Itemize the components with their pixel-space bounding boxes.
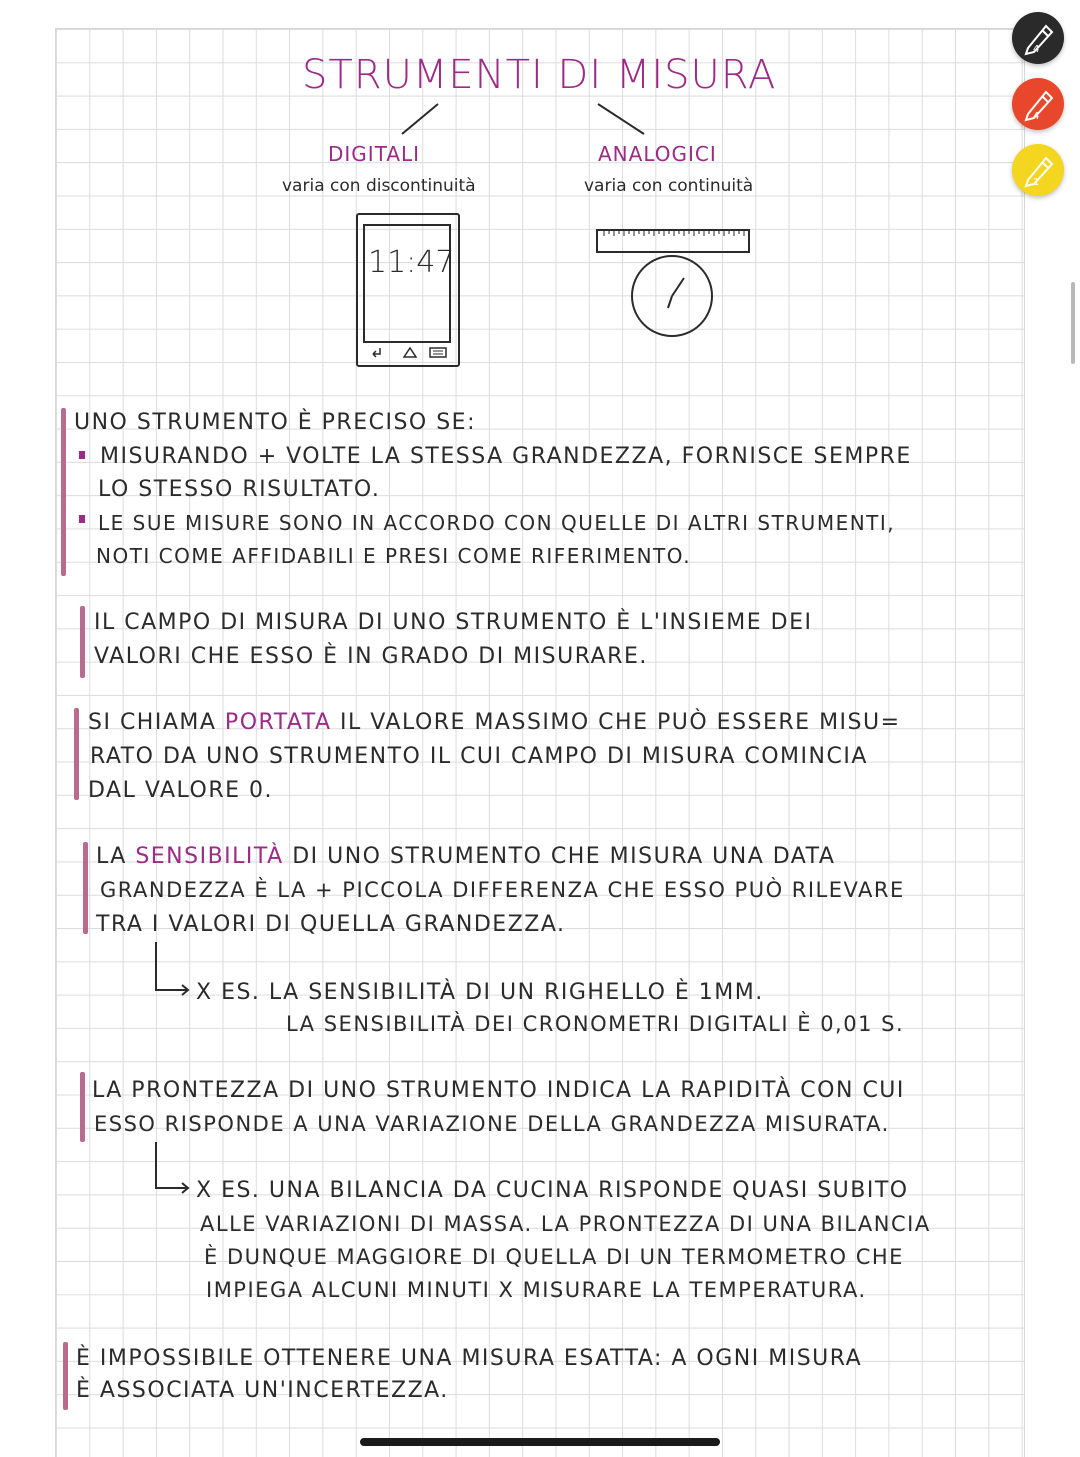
prontezza-line2: ESSO RISPONDE A UNA VARIAZIONE DELLA GRANDEZZA MISURATA.	[94, 1112, 890, 1136]
campo-line2: VALORI CHE ESSO È IN GRADO DI MISURARE.	[94, 644, 648, 669]
digital-desc: varia con discontinuità	[282, 176, 476, 196]
digital-label: DIGITALI	[328, 142, 421, 166]
preciso-intro: UNO STRUMENTO È PRECISO SE:	[74, 410, 476, 435]
sensibilita-example1: X ES. LA SENSIBILITÀ DI UN RIGHELLO È 1MM.	[196, 980, 764, 1005]
sensibilita-line2: GRANDEZZA È LA + PICCOLA DIFFERENZA CHE ESSO PUÒ RILEVARE	[100, 878, 905, 902]
portata-line1-pre: SI CHIAMA	[88, 710, 217, 735]
sensibilita-line1-pre: LA	[96, 844, 127, 869]
phone-nav-icons	[370, 345, 450, 361]
smartphone-drawing	[356, 213, 460, 367]
analog-label: ANALOGICI	[598, 142, 717, 166]
sensibilita-keyword: SENSIBILITÀ	[135, 844, 284, 869]
highlighter-yellow-badge: 1	[1033, 177, 1040, 188]
section-bar-campo	[80, 606, 85, 678]
prontezza-example2: ALLE VARIAZIONI DI MASSA. LA PRONTEZZA DI UNA BILANCIA	[200, 1212, 931, 1236]
section-bar-portata	[74, 708, 79, 800]
page-title: STRUMENTI DI MISURA	[302, 52, 777, 98]
ruler-clock-drawing	[594, 228, 754, 340]
arrow-icon	[150, 1140, 194, 1198]
portata-line1	[88, 706, 901, 739]
prontezza-line1: LA PRONTEZZA DI UNO STRUMENTO INDICA LA RAPIDITÀ CON CUI	[92, 1078, 905, 1103]
section-bar-incertezza	[63, 1342, 68, 1410]
sensibilita-line1-post: DI UNO STRUMENTO CHE MISURA UNA DATA	[292, 844, 836, 869]
portata-line2: RATO DA UNO STRUMENTO IL CUI CAMPO DI MISURA COMINCIA	[90, 744, 868, 769]
pen-icon	[1012, 78, 1064, 130]
bullet-1	[79, 451, 85, 459]
bullet-2	[79, 515, 85, 523]
pen-dark-badge: 4	[1033, 44, 1040, 55]
section-bar-preciso	[61, 408, 66, 576]
title-branches	[390, 100, 660, 140]
section-bar-sensibilita	[83, 842, 88, 934]
prontezza-example3: È DUNQUE MAGGIORE DI QUELLA DI UN TERMOMETRO CHE	[204, 1245, 904, 1269]
prontezza-example4: IMPIEGA ALCUNI MINUTI X MISURARE LA TEMPERATURA.	[206, 1278, 867, 1302]
portata-keyword: PORTATA	[224, 710, 332, 735]
scrollbar-thumb[interactable]	[1071, 282, 1075, 364]
pen-red-badge: 4	[1033, 111, 1040, 122]
preciso-bullet2-line2: NOTI COME AFFIDABILI E PRESI COME RIFERIMENTO.	[96, 544, 692, 568]
pen-icon	[1012, 12, 1064, 64]
highlighter-icon	[1012, 144, 1064, 196]
home-indicator[interactable]	[360, 1438, 720, 1446]
sensibilita-line3: TRA I VALORI DI QUELLA GRANDEZZA.	[96, 912, 566, 937]
analog-desc: varia con continuità	[584, 176, 754, 196]
preciso-bullet2-line1: LE SUE MISURE SONO IN ACCORDO CON QUELLE DI ALTRI STRUMENTI,	[98, 511, 896, 535]
pen-dark-button[interactable]	[1012, 12, 1064, 64]
campo-line1: IL CAMPO DI MISURA DI UNO STRUMENTO È L'INSIEME DEI	[94, 610, 813, 635]
prontezza-example1: X ES. UNA BILANCIA DA CUCINA RISPONDE QUASI SUBITO	[196, 1178, 909, 1203]
portata-line1-post: IL VALORE MASSIMO CHE PUÒ ESSERE MISU=	[340, 710, 901, 735]
pen-red-button[interactable]	[1012, 78, 1064, 130]
sensibilita-line1	[96, 840, 835, 873]
section-bar-prontezza	[80, 1072, 85, 1142]
incertezza-line1: È IMPOSSIBILE OTTENERE UNA MISURA ESATTA: A OGNI MISURA	[76, 1346, 863, 1371]
arrow-icon	[150, 940, 194, 998]
preciso-bullet1-line1: MISURANDO + VOLTE LA STESSA GRANDEZZA, FORNISCE SEMPRE	[100, 444, 912, 469]
incertezza-line2: È ASSOCIATA UN'INCERTEZZA.	[76, 1378, 449, 1403]
phone-time: 11:47	[368, 245, 455, 280]
portata-line3: DAL VALORE 0.	[88, 778, 274, 803]
preciso-bullet1-line2: LO STESSO RISULTATO.	[98, 477, 381, 502]
highlighter-yellow-button[interactable]	[1012, 144, 1064, 196]
sensibilita-example2: LA SENSIBILITÀ DEI CRONOMETRI DIGITALI È 0,01 S.	[286, 1012, 905, 1036]
